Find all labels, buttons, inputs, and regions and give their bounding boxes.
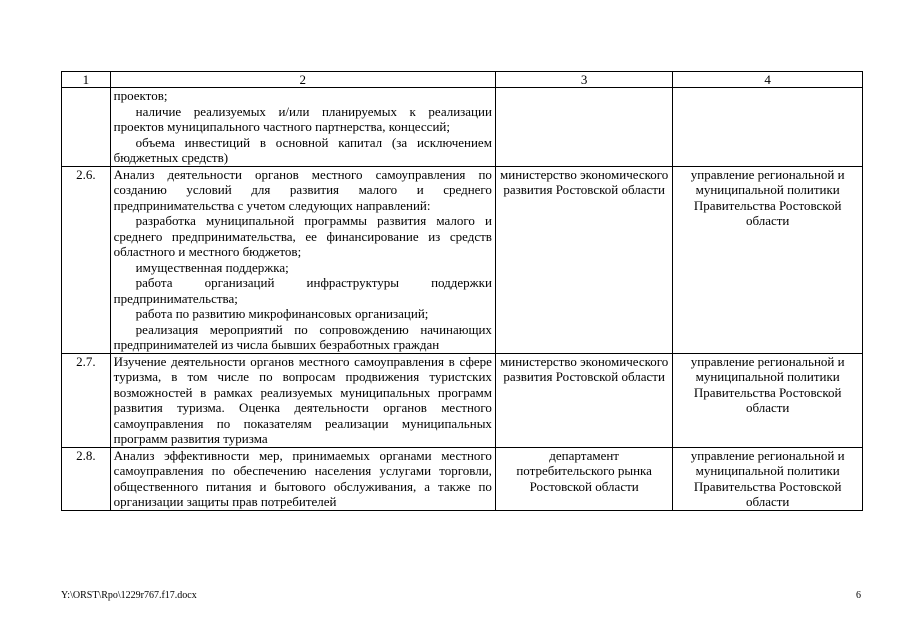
row-department: управление региональной и муниципальной политики Правительства Ростовской области bbox=[673, 353, 863, 447]
header-col-3: 3 bbox=[495, 72, 672, 88]
description-paragraph: проектов; bbox=[113, 88, 168, 103]
description-paragraph: работа организаций инфраструктуры поддержки предпринимательства; bbox=[113, 275, 492, 306]
table-row-2-6 bbox=[62, 166, 863, 353]
description-paragraph: разработка муниципальной программы развития малого и среднего предпринимательства, ее финансирование из средств областного и местного бюджетов; bbox=[113, 213, 492, 259]
header-col-1: 1 bbox=[62, 72, 111, 88]
row-description bbox=[110, 88, 495, 167]
table-row-continuation bbox=[62, 88, 863, 167]
description-paragraph: Анализ эффективности мер, принимаемых органами местного самоуправления по обеспечению населения услугами торговли, общественного питания и бытового обслуживания, а также по организации защиты прав потребителей bbox=[113, 447, 492, 509]
row-description bbox=[110, 447, 495, 510]
row-description bbox=[110, 166, 495, 353]
header-col-4: 4 bbox=[673, 72, 863, 88]
row-number: 2.7. bbox=[62, 353, 111, 447]
row-description bbox=[110, 353, 495, 447]
table-row-2-8 bbox=[62, 447, 863, 510]
row-number: 2.6. bbox=[62, 166, 111, 353]
row-ministry: министерство экономического развития Ростовской области bbox=[495, 166, 672, 353]
description-paragraph: Изучение деятельности органов местного самоуправления в сфере туризма, в том числе по вопросам продвижения туристских возможностей в рамках реализуемых муниципальных программ развития туризма. Оценка деятельности органов местного самоуправления по показателям реализации муниципальных программ развития туризма bbox=[113, 353, 492, 446]
row-number: 2.8. bbox=[62, 447, 111, 510]
description-paragraph: объема инвестиций в основной капитал (за исключением бюджетных средств) bbox=[113, 134, 492, 165]
description-paragraph: Анализ деятельности органов местного самоуправления по созданию условий для развития малого и среднего предпринимательства с учетом следующих направлений: bbox=[113, 166, 492, 213]
row-department: управление региональной и муниципальной политики Правительства Ростовской области bbox=[673, 447, 863, 510]
table-row-2-7 bbox=[62, 353, 863, 447]
plan-table bbox=[61, 71, 863, 511]
description-paragraph: наличие реализуемых и/или планируемых к реализации проектов муниципального частного партнерства, концессий; bbox=[113, 103, 492, 134]
page-number: 6 bbox=[856, 590, 861, 601]
header-col-2: 2 bbox=[110, 72, 495, 88]
row-department bbox=[673, 88, 863, 167]
row-department: управление региональной и муниципальной политики Правительства Ростовской области bbox=[673, 166, 863, 353]
footer-file-path: Y:\ORST\Rpo\1229r767.f17.docx bbox=[61, 590, 197, 601]
description-paragraph: имущественная поддержка; bbox=[135, 259, 289, 275]
row-number bbox=[62, 88, 111, 167]
header-row bbox=[62, 72, 863, 88]
row-ministry: департамент потребительского рынка Ростовской области bbox=[495, 447, 672, 510]
description-paragraph: реализация мероприятий по сопровождению начинающих предпринимателей из числа бывших безработных граждан bbox=[113, 321, 492, 352]
row-ministry: министерство экономического развития Ростовской области bbox=[495, 353, 672, 447]
description-paragraph: работа по развитию микрофинансовых организаций; bbox=[135, 306, 429, 321]
row-ministry bbox=[495, 88, 672, 167]
